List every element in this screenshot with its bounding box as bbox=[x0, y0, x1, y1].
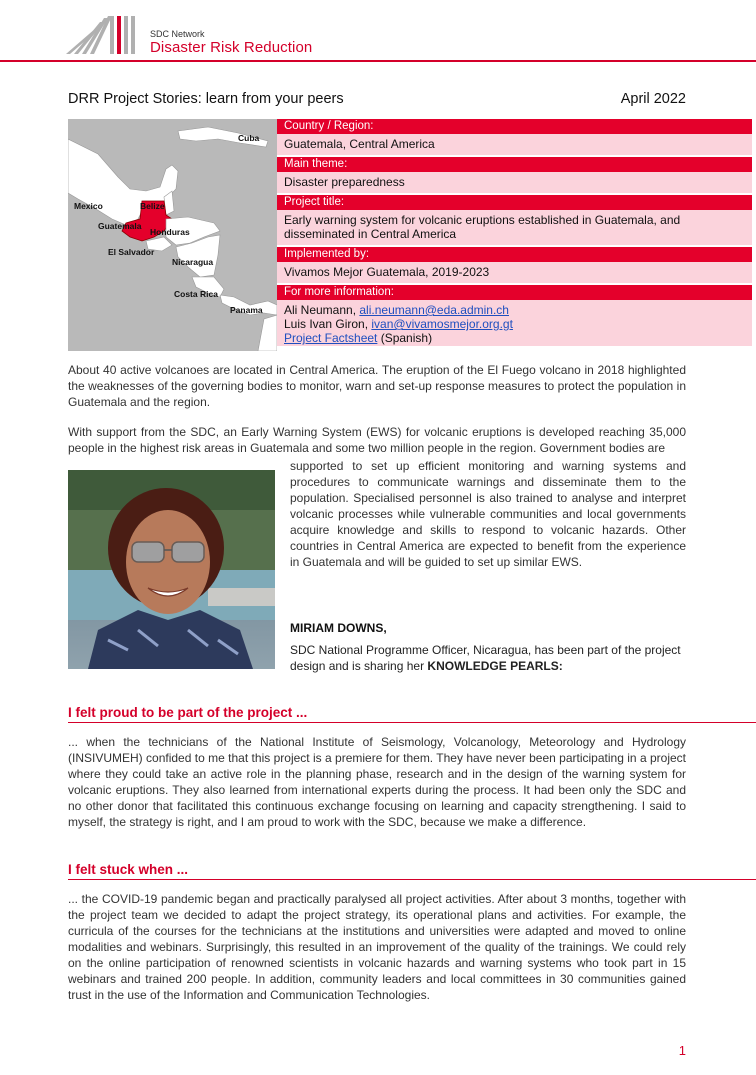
theme-value: Disaster preparedness bbox=[277, 172, 752, 193]
map-label-costa-rica: Costa Rica bbox=[174, 289, 218, 299]
more-info-label: For more information: bbox=[277, 285, 752, 300]
section-divider-stuck bbox=[68, 879, 756, 880]
map-label-panama: Panama bbox=[230, 305, 263, 315]
contact-2-email-link[interactable]: ivan@vivamosmejor.org.gt bbox=[371, 317, 513, 331]
peer-role: SDC National Programme Officer, Nicaragua, has been part of the project design and is sharing her bbox=[290, 643, 681, 673]
map-label-mexico: Mexico bbox=[74, 201, 103, 211]
knowledge-pearls-label: KNOWLEDGE PEARLS: bbox=[427, 659, 563, 673]
section-text-proud: ... when the technicians of the National Institute of Seismology, Volcanology, Meteorology and Hydrology (INSIVUMEH) confided to me that this project is a premiere for them. They have never been participating in a project where they could take an active role in the planning phase, research and in the design of the warning system for volcanic eruptions. They also learned from international experts during the process. It had been only the SDC and no other donor that facilitated this continuous exchange focusing on learning and capacity strengthening. I said to myself, the strategy is right, and I am proud to work with the SDC, because we make a difference. bbox=[68, 735, 686, 829]
network-title: Disaster Risk Reduction bbox=[150, 39, 313, 56]
support-paragraph: With support from the SDC, an Early Warning System (EWS) for volcanic eruptions is developed reaching 35,000 people in the highest risk areas in Guatemala and some two million people in the region. Government bodies are bbox=[68, 425, 686, 455]
map-label-guatemala: Guatemala bbox=[98, 221, 142, 231]
map-label-belize: Belize bbox=[140, 201, 165, 211]
project-title-value: Early warning system for volcanic eruptions established in Guatemala, and disseminated in Central America bbox=[277, 210, 752, 245]
intro-paragraph: About 40 active volcanoes are located in Central America. The eruption of the El Fuego volcano in 2018 highlighted the weaknesses of the governing bodies to monitor, warn and set-up response measures to protect the population in Guatemala and the region. bbox=[68, 363, 686, 409]
contact-2-name: Luis Ivan Giron, bbox=[284, 317, 372, 331]
peer-profile bbox=[290, 620, 690, 674]
map-label-el-salvador: El Salvador bbox=[108, 247, 155, 257]
implemented-by-value: Vivamos Mejor Guatemala, 2019-2023 bbox=[277, 262, 752, 283]
section-heading-stuck: I felt stuck when ... bbox=[68, 862, 189, 877]
portrait-image-icon bbox=[68, 470, 275, 669]
map-label-nicaragua: Nicaragua bbox=[172, 257, 214, 267]
contact-row-1 bbox=[284, 303, 745, 317]
page-number: 1 bbox=[678, 1043, 686, 1058]
portrait-photo bbox=[68, 470, 275, 669]
theme-label: Main theme: bbox=[277, 157, 752, 172]
factsheet-language: (Spanish) bbox=[377, 331, 433, 345]
project-info-table bbox=[277, 119, 752, 346]
contact-row-2 bbox=[284, 317, 745, 331]
country-label: Country / Region: bbox=[277, 119, 752, 134]
section-text-stuck: ... the COVID-19 pandemic began and practically paralysed all project activities. After about 3 months, together with the project team we decided to adapt the project strategy, its operational plans and activities. For example, the curricula of the courses for the technicians at the institutions and universities were adapted and moved to online modalities and webinars. Surprisingly, this resulted in an improvement of the quality of the trainings. We could rely on the online participation of renowned scientists in volcanic hazards and warning systems who took part in 15 webinars and trained 200 people. In addition, community leaders and local committees in 30 communities gained trust in the use of the Information and Communication Technologies. bbox=[68, 892, 686, 1002]
implemented-by-label: Implemented by: bbox=[277, 247, 752, 262]
header-divider bbox=[0, 60, 756, 62]
document-title: DRR Project Stories: learn from your peers bbox=[68, 91, 344, 107]
document-date: April 2022 bbox=[620, 91, 686, 107]
more-info-contacts bbox=[277, 300, 752, 346]
central-america-map bbox=[68, 119, 277, 351]
section-divider-proud bbox=[68, 722, 756, 723]
contact-1-email-link[interactable]: ali.neumann@eda.admin.ch bbox=[359, 303, 509, 317]
map-label-honduras: Honduras bbox=[150, 227, 190, 237]
section-heading-proud: I felt proud to be part of the project ... bbox=[68, 705, 308, 720]
factsheet-row bbox=[284, 331, 745, 345]
network-label: SDC Network bbox=[150, 29, 205, 39]
contact-1-name: Ali Neumann, bbox=[284, 303, 360, 317]
support-paragraph-continued: supported to set up efficient monitoring and warning systems and procedures to communicate warnings and disseminate them to the population. Specialised personnel is also trained to analyse and interpret volcanic processes while vulnerable communities and local governments acquire knowledge and skills to respond to volcanic hazards. Other countries in Central America are expected to benefit from the experience in Guatemala and will be guided to set up similar EWS. bbox=[290, 459, 686, 569]
country-value: Guatemala, Central America bbox=[277, 134, 752, 155]
map-label-cuba: Cuba bbox=[238, 133, 260, 143]
peer-description bbox=[290, 642, 690, 674]
sdc-logo-icon bbox=[66, 14, 142, 56]
peer-name: MIRIAM DOWNS, bbox=[290, 621, 387, 635]
page-header bbox=[0, 0, 756, 62]
project-factsheet-link[interactable]: Project Factsheet bbox=[284, 331, 378, 345]
project-title-label: Project title: bbox=[277, 195, 752, 210]
